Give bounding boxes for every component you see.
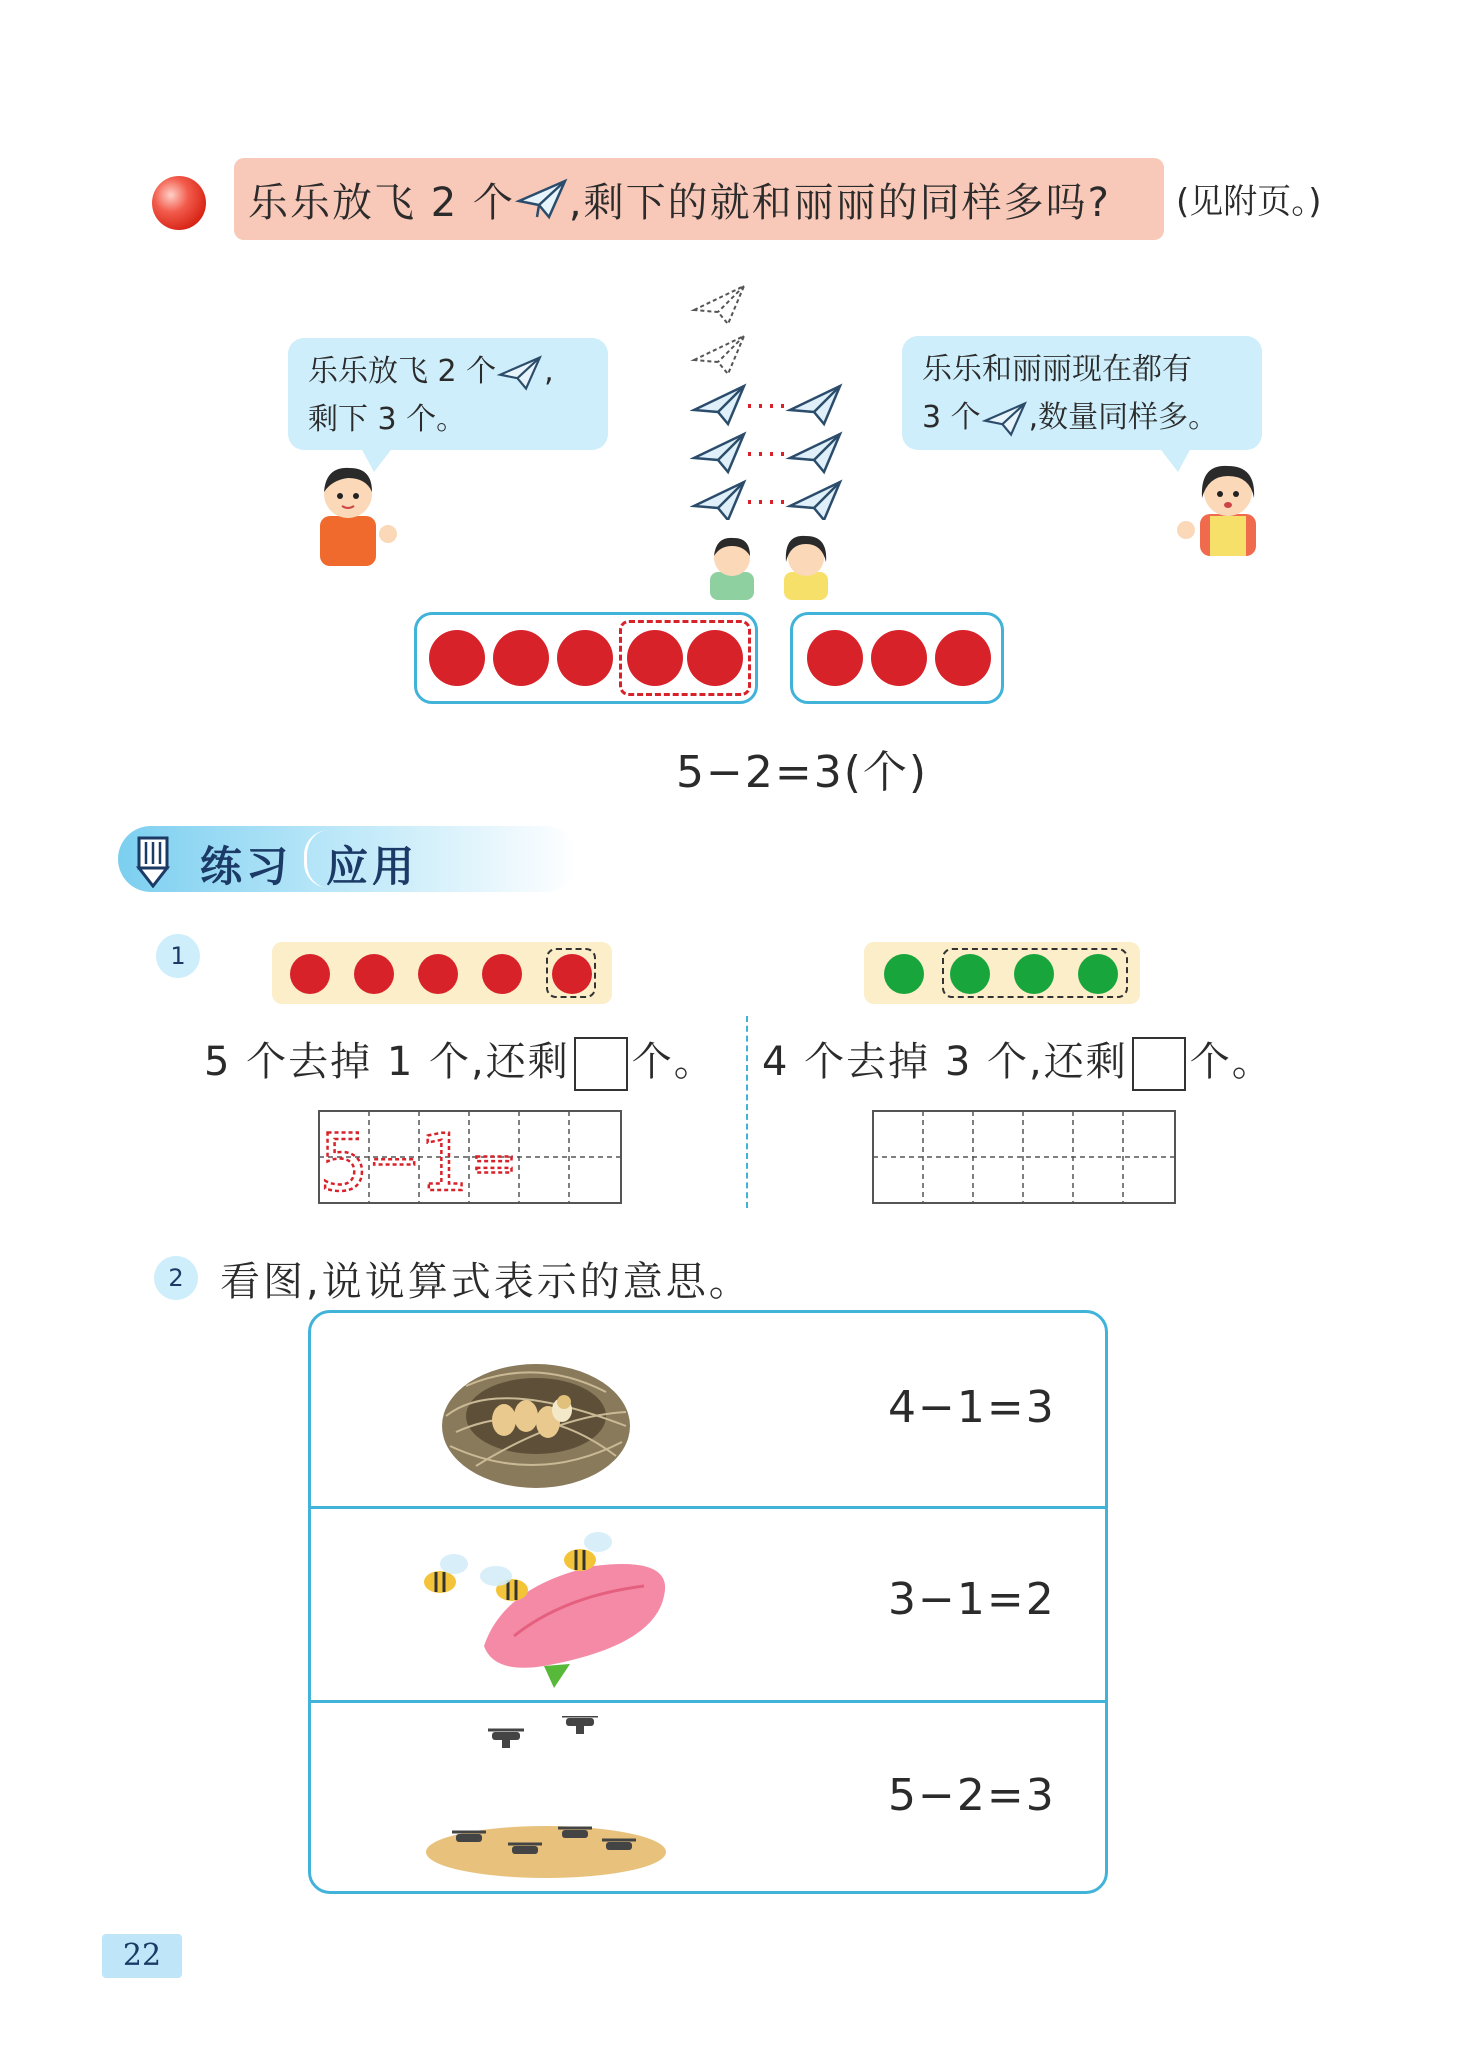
answer-blank-box[interactable] — [1132, 1037, 1186, 1091]
equation-writing-grid-right[interactable] — [872, 1110, 1176, 1204]
bee-icon — [424, 1554, 468, 1593]
exercise1-left-text: 5 个去掉 1 个,还剩 — [204, 1039, 570, 1085]
red-dot — [557, 630, 613, 686]
red-ball-icon — [152, 176, 206, 230]
bubble-left-line1-after: , — [544, 354, 554, 389]
traced-char: 5 — [319, 1119, 369, 1204]
lili-dot-box — [790, 612, 1004, 704]
page-number: 22 — [102, 1934, 182, 1978]
traced-char: 1 — [419, 1119, 469, 1204]
red-dot — [935, 630, 991, 686]
paper-planes-group — [690, 280, 850, 520]
drones-illustration — [416, 1716, 676, 1884]
red-dots-strip — [272, 942, 612, 1004]
bubble-right-line1: 乐乐和丽丽现在都有 — [922, 352, 1192, 387]
practice-label: 练习 — [200, 842, 293, 891]
bubble-left-line2: 剩下 3 个。 — [308, 402, 467, 437]
paper-plane-icon — [981, 400, 1029, 438]
red-dot — [429, 630, 485, 686]
bubble-right-line2-before: 3 个 — [922, 400, 981, 435]
exercise1-right-sentence — [762, 1030, 1274, 1091]
exercise1-left-suffix: 个。 — [631, 1039, 716, 1085]
exercise-number-badge: 2 — [154, 1256, 198, 1300]
exercise2-title: 看图,说说算式表示的意思。 — [220, 1259, 752, 1305]
paper-plane-icon — [515, 177, 569, 221]
answer-blank-box[interactable] — [574, 1037, 628, 1091]
exercise-number-badge: 1 — [156, 934, 200, 978]
plane-row — [694, 434, 840, 472]
exercise1-right-text: 4 个去掉 3 个,还剩 — [762, 1039, 1128, 1085]
red-dot — [687, 630, 743, 686]
table-row-equation: 4−1=3 — [888, 1382, 1056, 1433]
exercise1-left-sentence — [204, 1030, 716, 1091]
table-row-divider — [308, 1700, 1108, 1703]
red-dot — [807, 630, 863, 686]
green-dot — [950, 954, 990, 994]
plane-row — [694, 386, 840, 424]
plane-row — [694, 482, 840, 520]
bird-nest-illustration — [436, 1336, 636, 1496]
traced-char: = — [470, 1131, 518, 1196]
main-equation: 5−2=3(个) — [676, 747, 929, 798]
speech-bubble-left — [288, 338, 608, 450]
traced-char: − — [367, 1124, 421, 1198]
red-dot — [482, 954, 522, 994]
green-dot — [884, 954, 924, 994]
flown-plane-icon — [694, 336, 744, 374]
red-dot — [290, 954, 330, 994]
drone-icon — [562, 1716, 598, 1734]
paper-plane-icon — [496, 354, 544, 392]
green-dot — [1014, 954, 1054, 994]
red-dot — [871, 630, 927, 686]
drone-icon — [508, 1844, 542, 1854]
red-dot — [552, 954, 592, 994]
table-row-divider — [308, 1506, 1108, 1509]
red-dot — [354, 954, 394, 994]
red-dot — [493, 630, 549, 686]
application-label: 应用 — [326, 842, 419, 891]
bee-icon — [480, 1566, 528, 1601]
question-text-after: ,剩下的就和丽丽的同样多吗? — [568, 179, 1111, 226]
question-note: (见附页。) — [1176, 182, 1322, 222]
pencil-icon — [136, 836, 170, 888]
boy-lele-illustration — [306, 458, 406, 568]
column-divider — [746, 1016, 748, 1208]
table-row-equation: 3−1=2 — [888, 1574, 1056, 1625]
lele-dot-box — [414, 612, 758, 704]
drone-icon — [602, 1840, 636, 1850]
table-row-equation: 5−2=3 — [888, 1770, 1056, 1821]
green-dot — [1078, 954, 1118, 994]
exercise1-right-suffix: 个。 — [1189, 1039, 1274, 1085]
flown-plane-icon — [694, 286, 744, 324]
red-dot — [418, 954, 458, 994]
bubble-left-line1-before: 乐乐放飞 2 个 — [308, 354, 497, 389]
girl-lili-illustration — [1170, 458, 1270, 558]
bees-flower-illustration — [414, 1526, 674, 1690]
speech-bubble-right — [902, 336, 1262, 450]
equation-writing-grid-left[interactable] — [318, 1110, 622, 1204]
question-text-before: 乐乐放飞 2 个 — [248, 179, 515, 226]
drone-icon — [452, 1832, 486, 1842]
bubble-right-line2-after: ,数量同样多。 — [1028, 400, 1219, 435]
red-dot — [627, 630, 683, 686]
green-dots-strip — [864, 942, 1140, 1004]
drone-icon — [488, 1730, 524, 1748]
drone-icon — [558, 1828, 592, 1838]
question-banner — [234, 158, 1164, 240]
two-kids-illustration — [700, 528, 840, 600]
